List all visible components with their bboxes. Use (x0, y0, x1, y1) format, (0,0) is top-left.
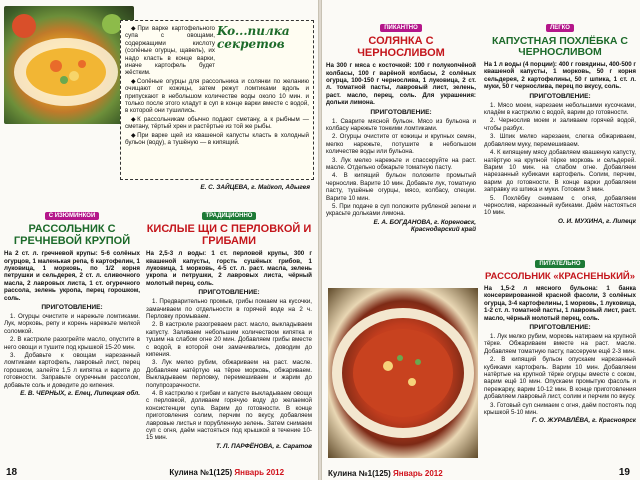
article4-step: 5. Похлёбку снимаем с огня, добавляем чернослив, нарезанный кубиками. Даём настояться 10 мин. (484, 194, 636, 217)
article3-method-title: ПРИГОТОВЛЕНИЕ: (370, 108, 432, 116)
tip-1: ◆При варке картофельного супа с овощами, содержащими кислоту (солёные огурцы, щавель), их надо класть в конце варки, иначе картофель будет жёстким. (125, 25, 215, 77)
article3-title: СОЛЯНКА С ЧЕРНОСЛИВОМ (357, 35, 445, 59)
left-issue-date: Январь 2012 (234, 468, 285, 477)
article-kapustnaya-pokhlebka (484, 16, 636, 250)
article5-ingredients: На 1,5-2 л мясного бульона: 1 банка консервированной красной фасоли, 3 солёных огурца, 3-4 картофелины, 1 морковь, 1 луковица, 1-2 ст. л. томатной пасты, 1 лавровый лист, раст. масло, чёрный молотый перец, соль. (484, 284, 636, 322)
article2-step: 1. Предварительно промыв, грибы помаем на кусочки, замачиваем по отдельности в горячей воде на 2 ч. Перловку промываем. (146, 298, 312, 320)
article2-ingredients: На 2,5-3 л воды: 1 ст. перловой крупы, 300 г квашеной капусты, горсть сушёных грибов, 1 луковица, 1 морковь, 4-5 ст. л. раст. масла, зелень укропа и петрушки, 2 лавровых листа, чёрный молотый перец, соль. (146, 250, 312, 287)
article4-step: 3. Шпик мелко нарезаем, слегка обжариваем, добавляем муку, перемешиваем. (484, 133, 636, 148)
article3-step: 2. Огурцы очистите от кожицы и крупных семян, мелко нарежьте, потушите в небольшом количестве воды или бульона. (326, 133, 476, 156)
left-page-number: 18 (6, 467, 18, 478)
right-issue-date: Январь 2012 (393, 469, 443, 478)
article4-title: КАПУСТНАЯ ПОХЛЁБКА С ЧЕРНОСЛИВОМ (491, 35, 629, 59)
article3-steps (326, 118, 476, 218)
article1-kicker: С ИЗЮМИНКОЙ (45, 212, 100, 220)
article-solyanka (326, 16, 476, 282)
article2-steps (146, 298, 312, 442)
article4-kicker: ЛЕГКО (546, 24, 574, 32)
article3-step: 1. Сварите мясной бульон. Мясо из бульона и колбасу нарежьте тонкими ломтиками. (326, 117, 476, 132)
right-footer (328, 469, 634, 478)
article5-step: 2. В кипящий бульон опускаем нарезанный кубиками картофель. Варим 10 мин. Добавляем натёртые на крупной тёрке огурцы вместе с соком, варим ещё 10 мин. Опускаем промытую фасоль и пережарку, варим 10-12 мин. В конце приготовления добавляем лавровый лист, солим и перчим по вкусу. (484, 356, 636, 401)
tips-author: Е. С. ЗАЙЦЕВА, г. Майкоп, Адыгея (200, 184, 310, 191)
kopilka-logo-text: Ko...пилка секретов (217, 24, 290, 51)
soup-photo-right (328, 288, 478, 458)
article1-step: 2. В кастрюле разогрейте масло, опустите в него овощи и тушите под крышкой 15-20 мин. (4, 336, 140, 351)
article1-author: Е. В. ЧЕРНЫХ, г. Елец, Липецкая обл. (20, 390, 140, 397)
article5-steps (484, 333, 636, 416)
article3-author: Е. А. БОГДАНОВА, г. Кореновск, Краснодарский край (373, 218, 476, 233)
article4-steps (484, 102, 636, 217)
tip-2: ◆Солёные огурцы для рассольника и солянки по желанию очищают от кожицы, затем режут ломтиками вдоль и припускают в небольшом количестве воды около 10 мин. и только после этого кладут в суп в конце варки вместе с водой, в которой они тушились. (125, 77, 309, 115)
article-rassolnik-grechka (4, 204, 140, 462)
right-magazine-name: Кулина №1(125) (328, 469, 391, 478)
borscht-illustration (328, 288, 478, 458)
article3-step: 3. Лук мелко нарежьте и спассеруйте на раст. масле. Отдельно обжарьте томатную пасту. (326, 156, 476, 171)
article3-kicker: ПИКАНТНО (380, 24, 422, 32)
article1-step: 1. Огурцы очистите и нарежьте ломтиками. Лук, морковь, репу и корень нарежьте мелкой соломкой. (4, 312, 140, 335)
tips-box (120, 20, 314, 180)
article2-step: 4. В кастрюлю к грибам и капусте выкладываем овощи с перловкой, доливаем горячую воду до желаемой консистенции супа. Варим до готовности. В конце приготовления солим, перчим по вкусу, добавляем лавровые листья и порубленную зелень. Затем снимаем суп с огня, даём настояться под крышкой в течение 10-15 мин. (146, 390, 312, 442)
article4-step: 1. Мясо моем, нарезаем небольшими кусочками, кладём в кастрюлю с водой, варим до готовности. (484, 101, 636, 117)
article3-step: 5. При подаче в суп положите рубленой зелени и украсьте дольками лимона. (326, 203, 476, 218)
article2-step: 2. В кастрюле разогреваем раст. масло, выкладываем капусту. Заливаем небольшим количеством кипятка и тушим на слабом огне 20 мин. Добавляем грибы вместе с водой, в которой они замачивались, доводим до кипения. (146, 321, 312, 358)
left-footer (6, 467, 312, 478)
article-rassolnik-krasnenkiy (484, 252, 636, 462)
article2-kicker: ТРАДИЦИОННО (202, 212, 257, 220)
article1-title: РАССОЛЬНИК С ГРЕЧНЕВОЙ КРУПОЙ (13, 223, 131, 247)
article2-method-title: ПРИГОТОВЛЕНИЕ: (198, 289, 260, 297)
article5-method-title: ПРИГОТОВЛЕНИЕ: (529, 324, 591, 331)
article1-step: 3. Добавьте к овощам нарезанный ломтиками картофель, лавровый лист, перец горошком, залейте 1,5 л кипятка и варите до готовности. Заправьте огуречным рассолом, добавьте соль и доведите до кипения. (4, 351, 140, 389)
article-kislye-shchi (146, 204, 312, 462)
left-page (0, 0, 318, 480)
left-magazine-name: Кулина №1(125) (169, 468, 233, 477)
tips-text (125, 25, 309, 155)
article1-method-title: ПРИГОТОВЛЕНИЕ: (41, 303, 103, 311)
article2-title: КИСЛЫЕ ЩИ С ПЕРЛОВКОЙ И ГРИБАМИ (146, 223, 312, 247)
article4-step: 4. К кипящему мясу добавляем квашеную капусту, натёртую на крупной тёрке морковь и сельдерей. Варим 10 мин. на слабом огне. Добавляем нарезанный кубиками картофель. Солим, перчим, варим до готовности. В конце варки добавляем заправку из шпика и муки. Готовим 3 мин. (484, 149, 636, 194)
tip-4: ◆При варке щей из квашеной капусты класть в холодный бульон (воду), а тушёную — в кипящий. (125, 131, 309, 147)
article5-title: РАССОЛЬНИК «КРАСНЕНЬКИЙ» (484, 271, 636, 282)
right-page-number: 19 (618, 467, 630, 478)
article4-step: 2. Чернослив моем и заливаем горячей водой, чтобы разбух. (484, 117, 636, 132)
article2-author: Т. Л. ПАРФЁНОВА, г. Саратов (215, 442, 312, 450)
article1-steps (4, 313, 140, 389)
soup-illustration (4, 6, 134, 124)
article4-method-title: ПРИГОТОВЛЕНИЕ: (529, 92, 591, 100)
article2-step: 3. Лук мелко рубим, обжариваем на раст. масле. Добавляем натёртую на тёрке морковь, обжариваем. Выкладываем перловку, перемешиваем и жарим до полупрозрачности. (146, 359, 312, 389)
article5-author: Г. О. ЖУРАВЛЁВА, г. Красноярск (531, 417, 636, 425)
tip-3: ◆К рассольникам обычно подают сметану, а к рыбным — сметану, тёртый хрен и растёртые из той же рыбы. (125, 115, 309, 131)
article3-step: 4. В кипящий бульон положите промытый чернослив. Варите 10 мин. Добавьте лук, томатную пасту, тушёные огурцы, мясо, колбасу, специи. Варите 10 мин. (326, 172, 476, 202)
article3-ingredients: На 300 г мяса с косточкой: 100 г полукопчёной колбасы, 100 г варёной колбасы, 2 солёных огурца, 100-150 г чернослива, 1 луковица, 2 ст. л. томатной пасты, лавровый лист, зелень, раст. масло, перец, соль. Для украшения: дольки лимона. (326, 62, 476, 107)
article5-kicker: ПИТАТЕЛЬНО (535, 260, 584, 268)
article5-step: 3. Готовый суп снимаем с огня, даём постоять под крышкой 5-10 мин. (484, 401, 636, 417)
right-page (322, 0, 640, 480)
article5-step: 1. Лук мелко рубим, морковь натираем на крупной тёрке. Обжариваем вместе на раст. масле. Добавляем томатную пасту, пассеруем ещё 2-3 мин. (484, 333, 636, 355)
article4-author: О. И. МУХИНА, г. Липецк (558, 217, 636, 225)
soup-photo-left (4, 6, 134, 124)
article1-ingredients: На 2 ст. л. гречневой крупы: 5-6 солёных огурцов, 1 маленькая репа, 6 картофелин, 1 луковица, 1 морковь, по 1/2 корня петрушки и сельдерея, 2 ст. л. сливочного масла, 2 лавровых листа, 1 ст. огуречного рассола, зелень укропа, перец горошком, соль. (4, 250, 140, 302)
article4-ingredients: На 1 л воды (4 порции): 400 г говядины, 400-500 г квашеной капусты, 1 морковь, 50 г корня сельдерея, 2 картофелины, 50 г шпика, 1 ст. л. муки, 50 г чернослива, перец по вкусу, соль. (484, 61, 636, 91)
